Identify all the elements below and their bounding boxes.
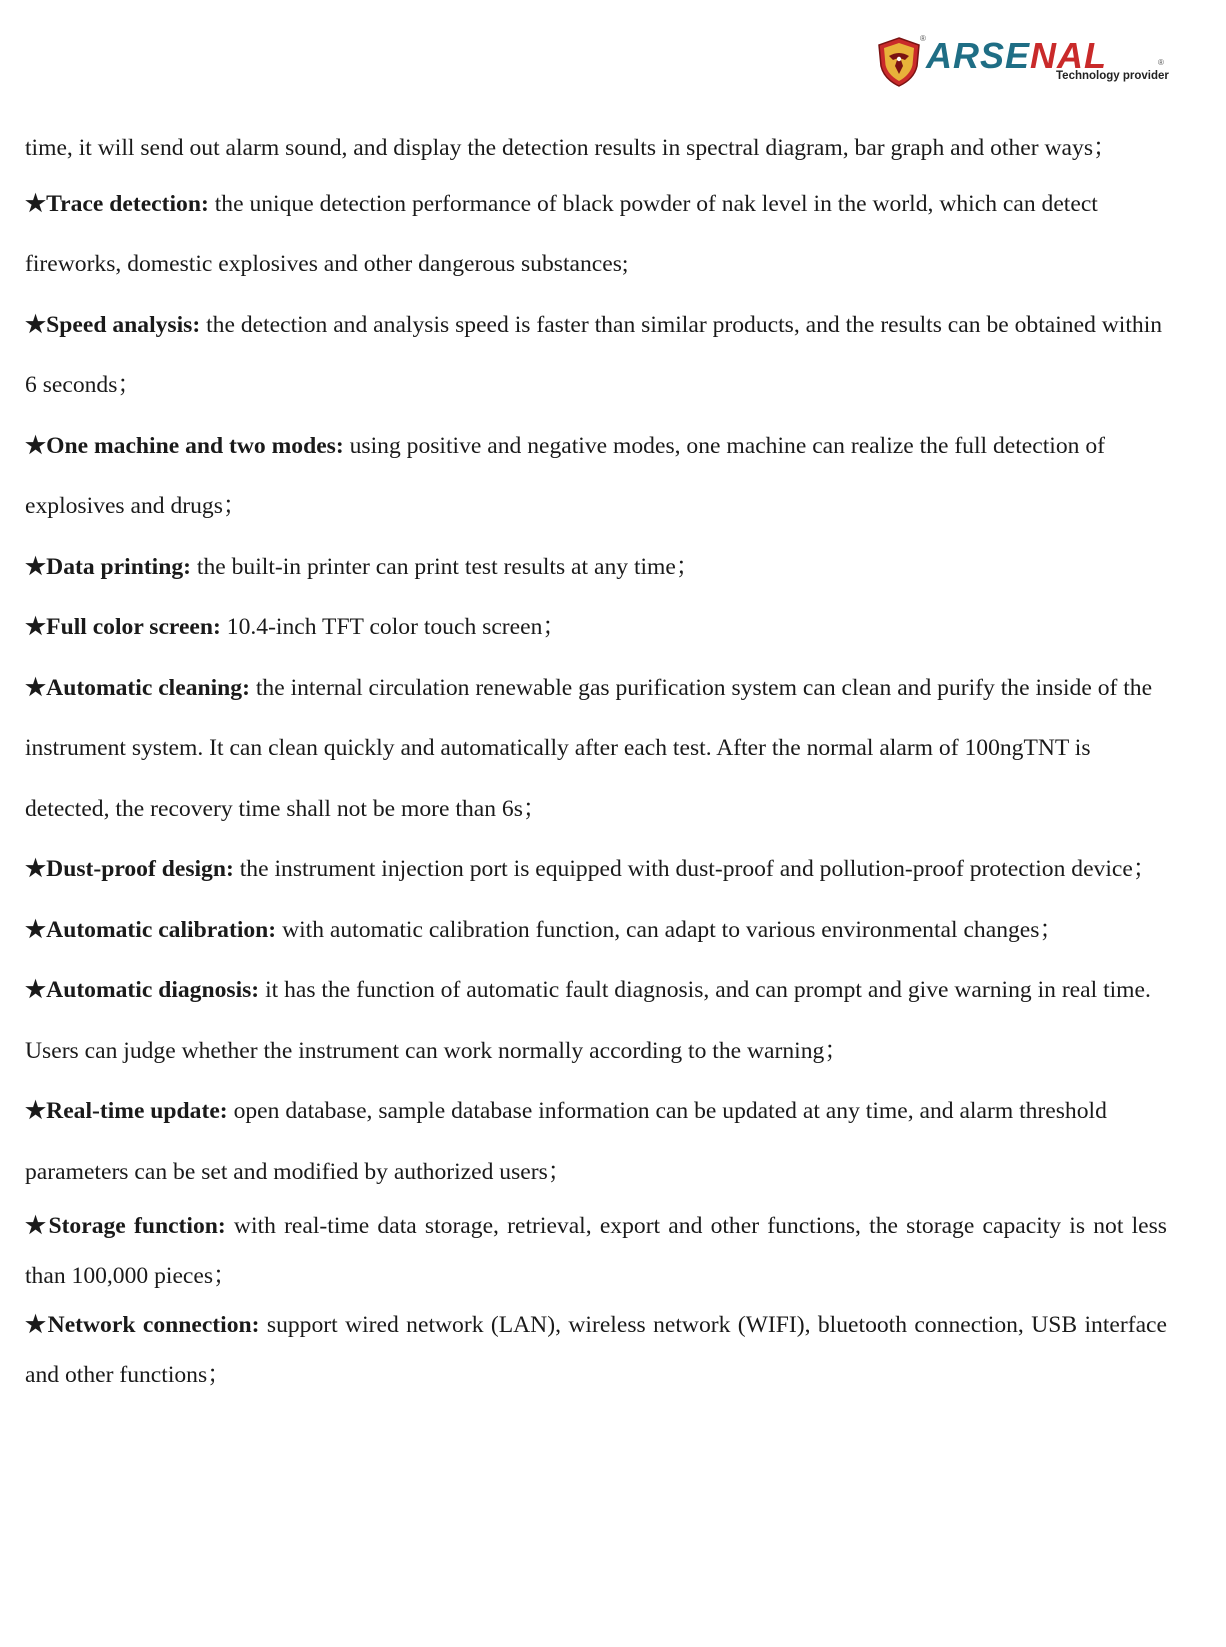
feature-title: Speed analysis: — [46, 311, 201, 338]
feature-text: the unique detection performance of black powder of nak level in the world, which can detect fireworks, domestic explosives and other dangerous substances; — [25, 190, 1098, 277]
feature-title: Automatic calibration: — [46, 916, 277, 943]
feature-text: the built-in printer can print test results at any time； — [191, 553, 700, 580]
feature-item — [25, 1301, 1167, 1400]
star-bullet-icon: ★ — [25, 614, 47, 640]
document-body — [25, 124, 1167, 1400]
feature-title: Storage function: — [48, 1213, 226, 1239]
feature-item — [25, 658, 1167, 840]
intro-paragraph: time, it will send out alarm sound, and display the detection results in spectral diagram, bar graph and other ways； — [25, 135, 1117, 161]
star-bullet-icon: ★ — [25, 856, 47, 882]
feature-title: Network connection: — [47, 1312, 260, 1338]
registered-mark: ® — [920, 34, 926, 43]
star-bullet-icon: ★ — [25, 1213, 49, 1239]
feature-text: the internal circulation renewable gas purification system can clean and purify the inside of the instrument system. It can clean quickly and automatically after each test. After the normal alarm of 100ngTNT is detected, the recovery time shall not be more than 6s； — [25, 674, 1153, 822]
feature-title: Automatic cleaning: — [46, 674, 250, 701]
feature-title: Real-time update: — [46, 1098, 228, 1124]
feature-text: open database, sample database information can be updated at any time, and alarm threshold parameters can be set and modified by authorized users； — [25, 1098, 1107, 1185]
star-bullet-icon: ★ — [25, 674, 47, 701]
star-bullet-icon: ★ — [25, 553, 47, 580]
feature-item — [25, 174, 1167, 295]
feature-item — [25, 1081, 1167, 1202]
feature-item — [25, 597, 1167, 658]
star-bullet-icon: ★ — [25, 1312, 48, 1338]
feature-item — [25, 900, 1167, 961]
feature-text: using positive and negative modes, one machine can realize the full detection of explosives and drugs； — [25, 432, 1106, 519]
feature-item — [25, 416, 1167, 537]
feature-item — [25, 960, 1167, 1081]
feature-text: it has the function of automatic fault diagnosis, and can prompt and give warning in real time. Users can judge whether the instrument can work normally according to the warning； — [25, 977, 1151, 1064]
feature-title: Automatic diagnosis: — [46, 977, 260, 1003]
feature-item — [25, 839, 1167, 900]
star-bullet-icon: ★ — [25, 432, 47, 459]
star-bullet-icon: ★ — [25, 916, 47, 943]
feature-text: support wired network (LAN), wireless network (WIFI), bluetooth connection, USB interface and other functions； — [25, 1312, 1167, 1388]
feature-item — [25, 537, 1167, 598]
feature-title: Trace detection: — [46, 190, 209, 217]
feature-text: the instrument injection port is equipped with dust-proof and pollution-proof protection device； — [233, 856, 1157, 882]
feature-text: with real-time data storage, retrieval, export and other functions, the storage capacity is not less than 100,000 pieces； — [25, 1213, 1167, 1289]
eagle-shield-icon — [876, 36, 922, 88]
feature-title: Dust-proof design: — [46, 856, 234, 882]
star-bullet-icon: ★ — [25, 1098, 47, 1124]
brand-wordmark-part2: NAL — [1030, 35, 1108, 76]
star-bullet-icon: ★ — [25, 311, 47, 338]
brand-logo — [876, 32, 1186, 92]
star-bullet-icon: ★ — [25, 977, 47, 1003]
feature-item — [25, 295, 1167, 416]
star-bullet-icon: ★ — [25, 190, 47, 217]
feature-title: Data printing: — [46, 553, 192, 580]
registered-mark: ® — [1158, 58, 1164, 67]
brand-tagline: Technology provider — [1056, 70, 1169, 82]
feature-text: 10.4-inch TFT color touch screen； — [220, 614, 566, 640]
brand-wordmark-part1: ARSE — [926, 35, 1031, 76]
feature-text: with automatic calibration function, can adapt to various environmental changes； — [276, 916, 1064, 943]
feature-title: Full color screen: — [46, 614, 221, 640]
feature-text: the detection and analysis speed is faster than similar products, and the results can be obtained within 6 seconds； — [25, 311, 1163, 398]
feature-item — [25, 1202, 1167, 1301]
feature-title: One machine and two modes: — [46, 432, 344, 459]
